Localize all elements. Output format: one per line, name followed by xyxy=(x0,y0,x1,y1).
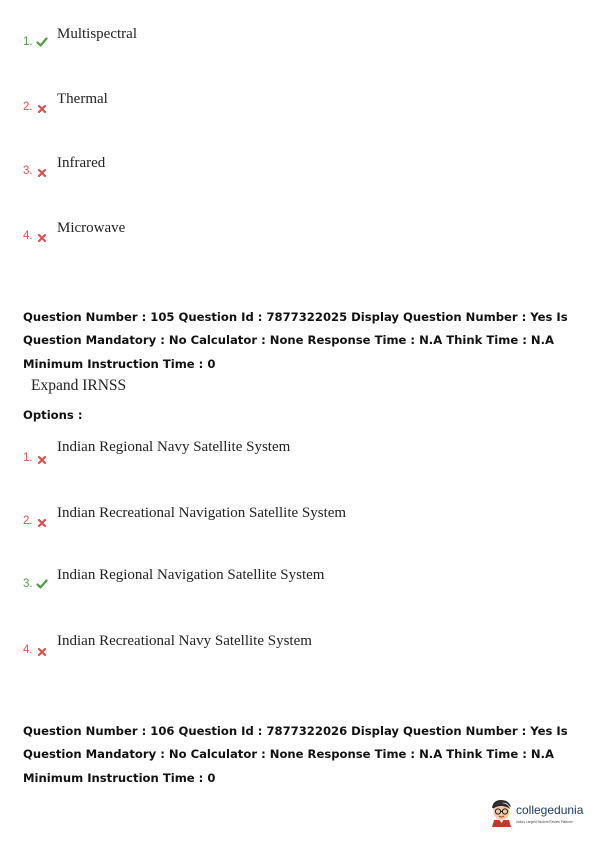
cross-icon xyxy=(36,103,48,115)
logo-wordmark: collegedunia xyxy=(516,803,584,817)
option-number: 3. xyxy=(23,165,33,177)
option-number: 1. xyxy=(23,36,33,48)
option-text: Indian Recreational Navy Satellite System xyxy=(57,633,312,649)
question-text: Expand IRNSS xyxy=(31,377,127,394)
check-icon xyxy=(36,36,48,48)
option-row xyxy=(0,220,595,244)
option-text: Multispectral xyxy=(57,26,137,42)
option-number: 4. xyxy=(23,230,33,242)
cross-icon xyxy=(36,517,48,529)
option-row xyxy=(0,567,595,591)
option-text: Thermal xyxy=(57,91,108,107)
option-text: Microwave xyxy=(57,220,126,236)
option-number: 2. xyxy=(23,101,33,113)
option-text: Indian Regional Navy Satellite System xyxy=(57,439,291,455)
option-row xyxy=(0,439,595,463)
option-row xyxy=(0,155,595,179)
option-row xyxy=(0,633,595,657)
option-row xyxy=(0,26,595,50)
option-row xyxy=(0,91,595,115)
cross-icon xyxy=(36,646,48,658)
question-header: Question Number : 105 Question Id : 7877322025 Display Question Number : Yes Is Question Mandatory : No Calculator : None Response Time : N.A Think Time : N.A Minimum Instruction Time : 0 xyxy=(23,310,568,371)
collegedunia-logo-icon xyxy=(489,798,514,828)
cross-icon xyxy=(36,454,48,466)
option-text: Indian Regional Navigation Satellite System xyxy=(57,567,325,583)
cross-icon xyxy=(36,232,48,244)
option-text: Infrared xyxy=(57,155,106,171)
option-number: 4. xyxy=(23,644,33,656)
option-number: 1. xyxy=(23,452,33,464)
option-row xyxy=(0,505,595,529)
logo-tagline: India's Largest Student Review Platform xyxy=(516,820,573,824)
cross-icon xyxy=(36,167,48,179)
check-icon xyxy=(36,578,48,590)
option-text: Indian Recreational Navigation Satellite System xyxy=(57,505,347,521)
question-header: Question Number : 106 Question Id : 7877322026 Display Question Number : Yes Is Question Mandatory : No Calculator : None Response Time : N.A Think Time : N.A Minimum Instruction Time : 0 xyxy=(23,724,568,785)
options-label: Options : xyxy=(23,408,83,422)
option-number: 3. xyxy=(23,578,33,590)
option-number: 2. xyxy=(23,515,33,527)
